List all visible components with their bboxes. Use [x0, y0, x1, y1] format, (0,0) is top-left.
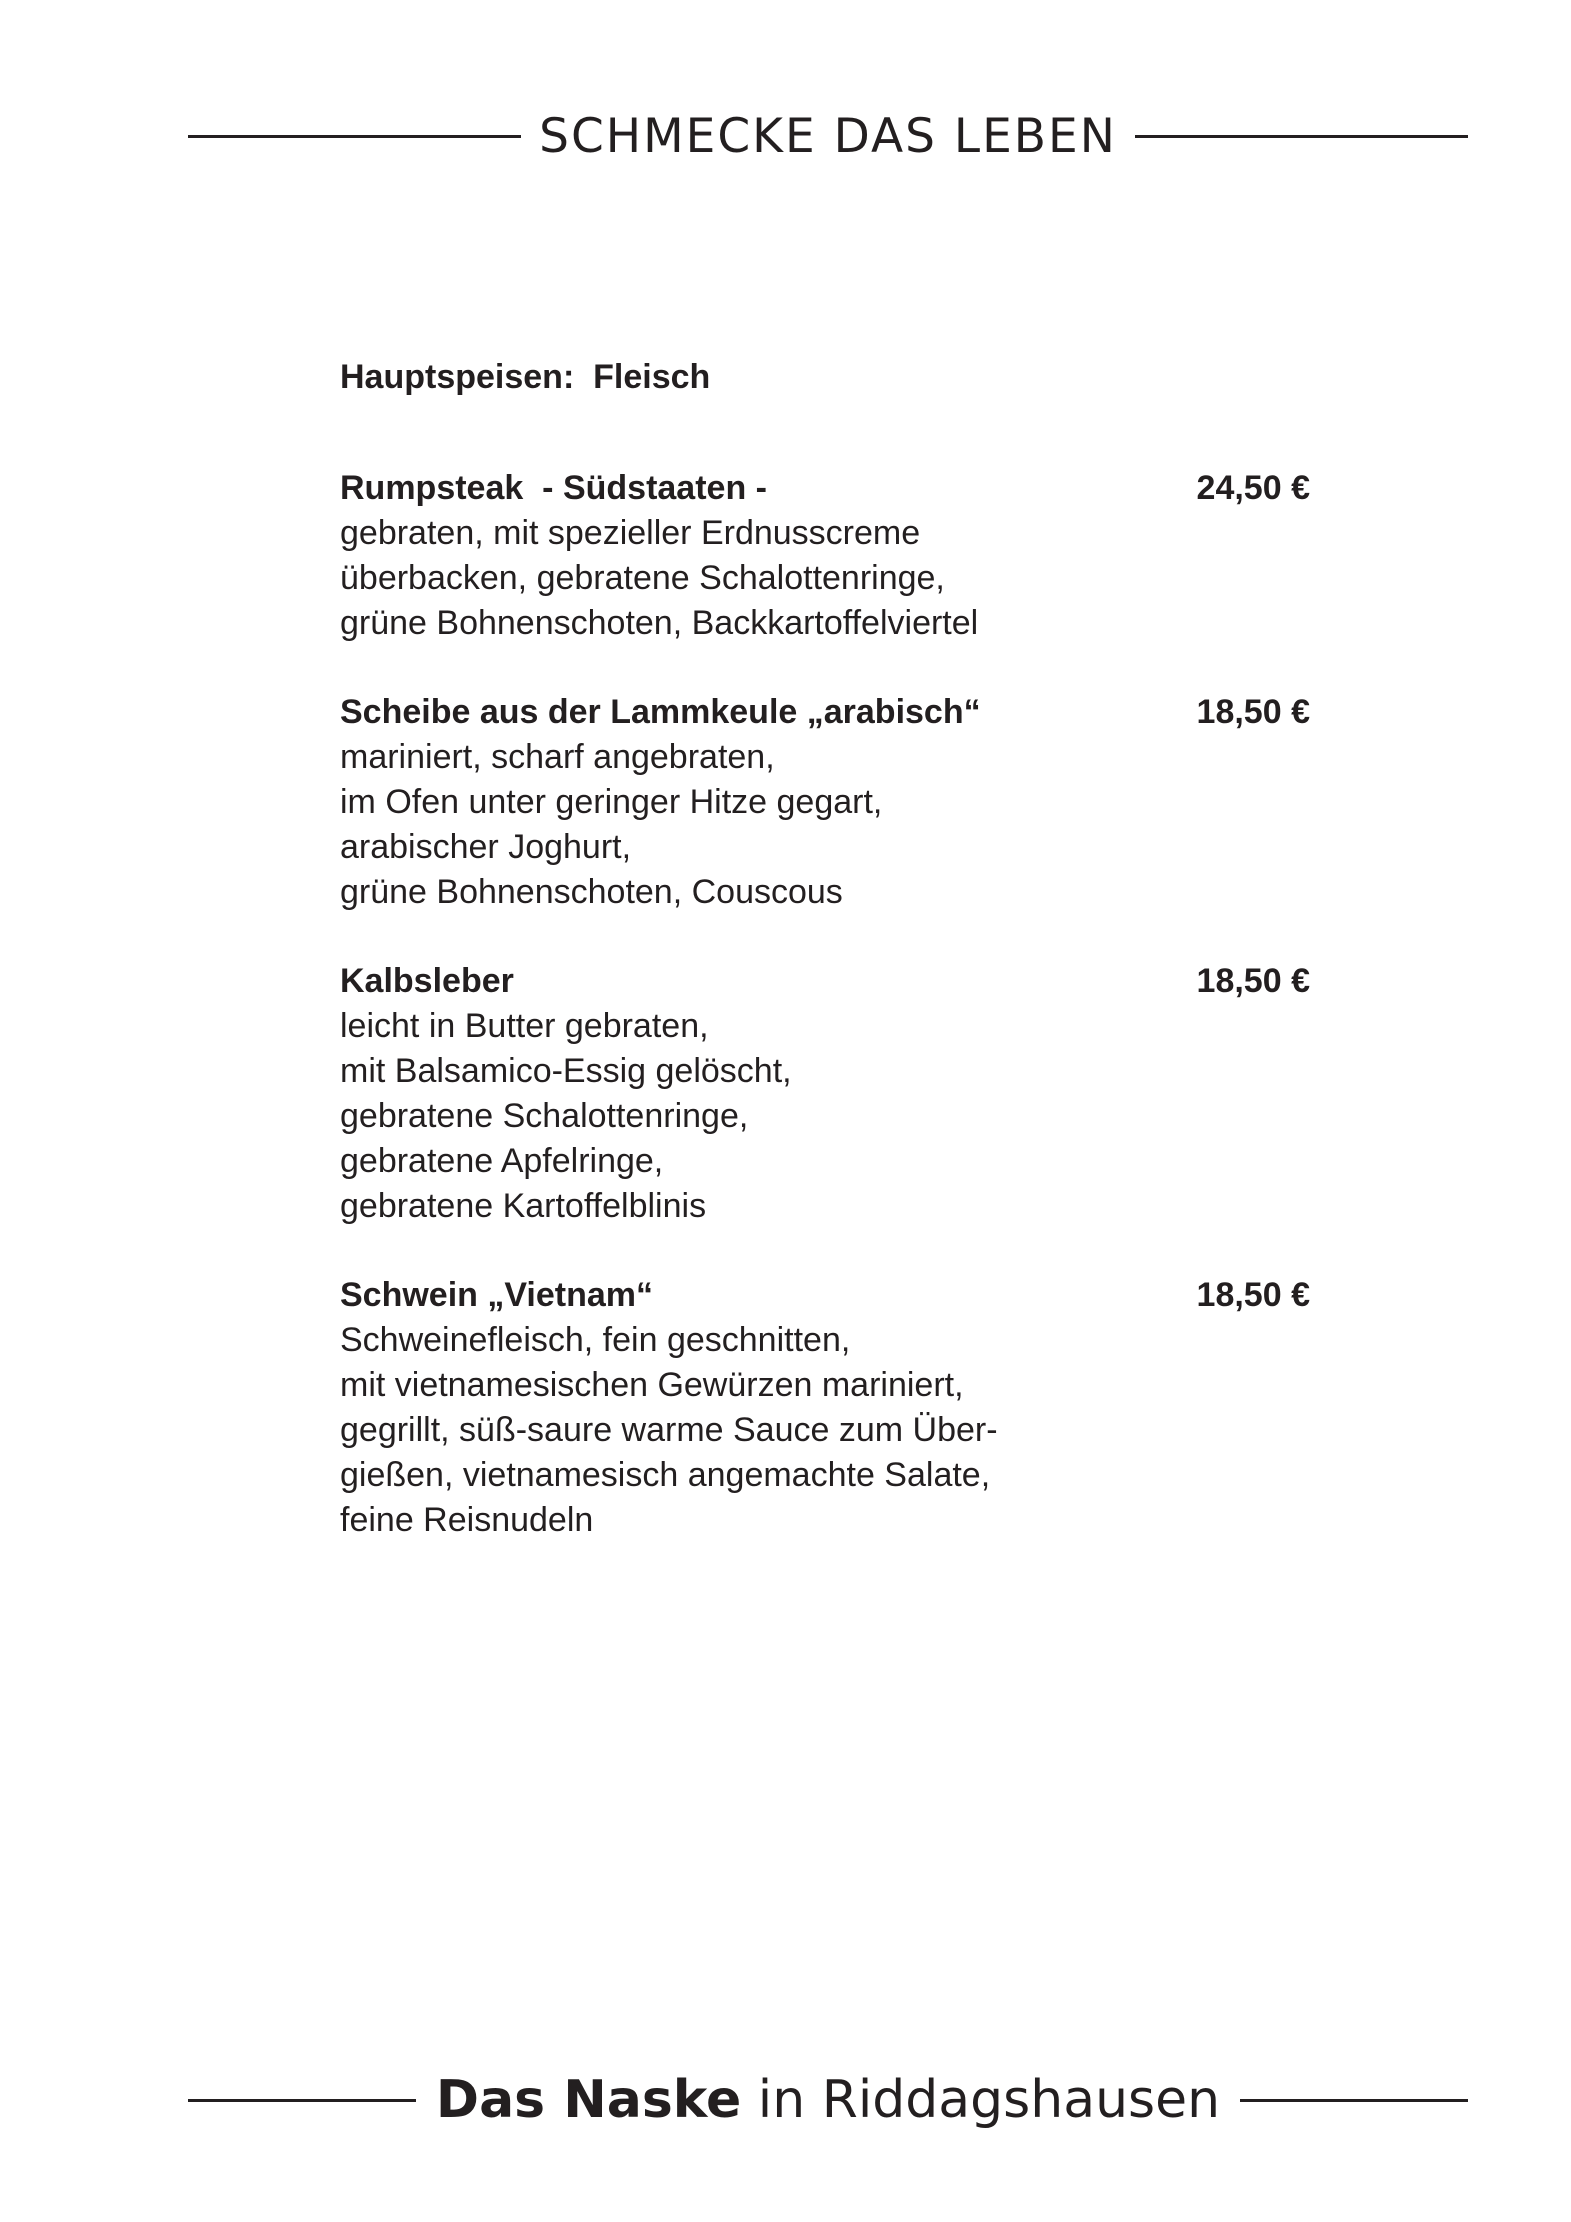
- page-footer: [188, 2060, 1468, 2140]
- dish-price: 18,50 €: [1196, 1276, 1310, 1314]
- footer-brand: [416, 2070, 1240, 2130]
- dish-description-line: gebraten, mit spezieller Erdnusscreme: [340, 514, 921, 552]
- footer-brand-location: in Riddagshausen: [757, 2070, 1221, 2130]
- dish-description-line: mit vietnamesischen Gewürzen mariniert,: [340, 1366, 964, 1404]
- dish-description-line: mariniert, scharf angebraten,: [340, 738, 775, 776]
- dish-schwein-vietnam: [340, 1273, 1310, 1543]
- dish-name: Rumpsteak - Südstaaten -: [340, 469, 767, 507]
- dish-description-line: gebratene Apfelringe,: [340, 1142, 664, 1180]
- dish-lammkeule: [340, 690, 1310, 915]
- dish-description-line: grüne Bohnenschoten, Couscous: [340, 873, 843, 911]
- dish-description-line: im Ofen unter geringer Hitze gegart,: [340, 783, 883, 821]
- dish-price: 24,50 €: [1196, 469, 1310, 507]
- page-header: [188, 100, 1468, 172]
- dish-description-line: mit Balsamico-Essig gelöscht,: [340, 1052, 792, 1090]
- footer-brand-name: Das Naske: [435, 2070, 742, 2130]
- dish-price: 18,50 €: [1196, 962, 1310, 1000]
- header-title: SCHMECKE DAS LEBEN: [539, 108, 1117, 164]
- dish-rumpsteak: [340, 466, 1310, 646]
- dish-description-line: grüne Bohnenschoten, Backkartoffelviertel: [340, 604, 979, 642]
- footer-rule-left: [188, 2099, 416, 2102]
- menu-section: [340, 355, 1310, 1587]
- dish-kalbsleber: [340, 959, 1310, 1229]
- dish-description-line: gebratene Schalottenringe,: [340, 1097, 749, 1135]
- dish-description-line: leicht in Butter gebraten,: [340, 1007, 709, 1045]
- header-rule-right: [1135, 135, 1468, 138]
- footer-rule-right: [1240, 2099, 1468, 2102]
- section-title: Hauptspeisen: Fleisch: [340, 358, 711, 396]
- dish-description-line: überbacken, gebratene Schalottenringe,: [340, 559, 945, 597]
- dish-name: Kalbsleber: [340, 962, 514, 1000]
- dish-description-line: Schweinefleisch, fein geschnitten,: [340, 1321, 851, 1359]
- dish-name: Scheibe aus der Lammkeule „arabisch“: [340, 693, 981, 731]
- dish-description-line: gebratene Kartoffelblinis: [340, 1187, 707, 1225]
- dish-description-line: feine Reisnudeln: [340, 1501, 594, 1539]
- dish-name: Schwein „Vietnam“: [340, 1276, 654, 1314]
- dish-price: 18,50 €: [1196, 693, 1310, 731]
- dish-description-line: arabischer Joghurt,: [340, 828, 632, 866]
- dish-description-line: gießen, vietnamesisch angemachte Salate,: [340, 1456, 991, 1494]
- header-rule-left: [188, 135, 521, 138]
- dish-description-line: gegrillt, süß-saure warme Sauce zum Über-: [340, 1411, 998, 1449]
